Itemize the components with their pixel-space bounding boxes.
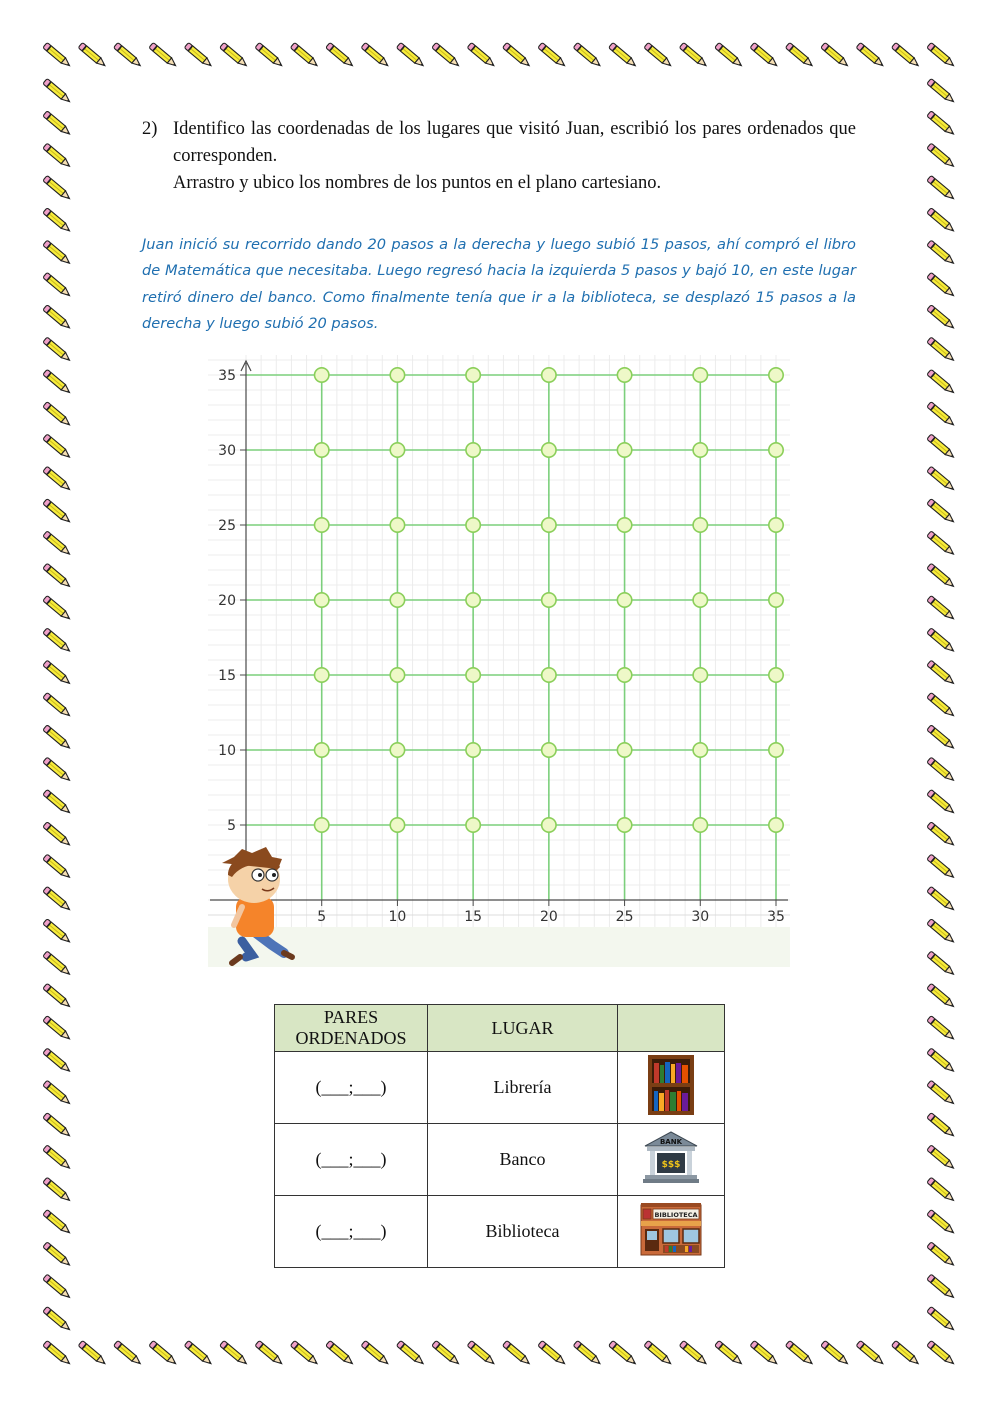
- grid-point[interactable]: [542, 518, 556, 532]
- grid-point[interactable]: [769, 443, 783, 457]
- pencil-icon: [927, 531, 956, 557]
- pencil-icon: [891, 42, 920, 68]
- pencil-icon: [927, 1177, 956, 1203]
- pair-input[interactable]: (___;___): [275, 1124, 428, 1196]
- pencil-icon: [927, 854, 956, 880]
- y-tick-label: 35: [218, 368, 236, 384]
- question-number: 2): [142, 119, 158, 139]
- pencil-icon: [43, 1080, 72, 1106]
- place-name: Librería: [428, 1052, 618, 1124]
- bank-money: $$$: [661, 1160, 681, 1170]
- grid-point[interactable]: [315, 593, 329, 607]
- pencil-icon: [927, 919, 956, 945]
- pencil-icon: [78, 1340, 107, 1366]
- pencil-icon: [927, 208, 956, 234]
- pencil-icon: [785, 42, 814, 68]
- pencil-icon: [927, 725, 956, 751]
- y-tick-label: 15: [218, 668, 236, 684]
- pencil-icon: [432, 42, 461, 68]
- grid-point[interactable]: [693, 593, 707, 607]
- grid-point[interactable]: [693, 668, 707, 682]
- grid-point[interactable]: [542, 818, 556, 832]
- pencil-icon: [927, 1016, 956, 1042]
- grid-point[interactable]: [769, 368, 783, 382]
- grid-point[interactable]: [617, 518, 631, 532]
- x-tick-label: 10: [388, 909, 407, 925]
- pencil-icon: [750, 1340, 779, 1366]
- pencil-icon: [467, 1340, 496, 1366]
- pencil-icon: [927, 466, 956, 492]
- instruction-line-1: Identifico las coordenadas de los lugares que visitó Juan, escribió los pares ordenados que corresponden.: [173, 119, 856, 166]
- pencil-icon: [927, 1242, 956, 1268]
- pencil-icon: [43, 919, 72, 945]
- place-name: Banco: [428, 1124, 618, 1196]
- grid-point[interactable]: [466, 818, 480, 832]
- grid-point[interactable]: [617, 818, 631, 832]
- y-tick-label: 20: [218, 593, 236, 609]
- grid-point[interactable]: [769, 668, 783, 682]
- pencil-icon: [927, 692, 956, 718]
- grid-point[interactable]: [617, 668, 631, 682]
- pencil-icon: [927, 1080, 956, 1106]
- grid-point[interactable]: [390, 593, 404, 607]
- place-name: Biblioteca: [428, 1196, 618, 1268]
- pencil-icon: [43, 1048, 72, 1074]
- grid-point[interactable]: [542, 443, 556, 457]
- pencil-icon: [43, 822, 72, 848]
- ground-strip: [208, 927, 790, 967]
- pencil-icon: [502, 1340, 531, 1366]
- pencil-icon: [927, 951, 956, 977]
- grid-point[interactable]: [769, 743, 783, 757]
- pencil-icon: [927, 42, 956, 68]
- library-sign: BIBLIOTECA: [654, 1211, 698, 1219]
- pair-input[interactable]: (___;___): [275, 1052, 428, 1124]
- pencil-icon: [927, 143, 956, 169]
- pencil-icon: [502, 42, 531, 68]
- bank-icon: [643, 1130, 699, 1184]
- pencil-icon: [43, 757, 72, 783]
- header-icon: [618, 1005, 725, 1052]
- header-place: LUGAR: [428, 1005, 618, 1052]
- pencil-icon: [538, 42, 567, 68]
- grid-point[interactable]: [390, 818, 404, 832]
- pencil-icon: [43, 1274, 72, 1300]
- story-text: Juan inició su recorrido dando 20 pasos a la derecha y luego subió 15 pasos, ahí compró el libro de Matemática que necesitaba. Luego regresó hacia la izquierda 5 pasos y bajó 10, en este lugar retiró dinero del banco. Como finalmente tenía que ir a la biblioteca, se desplazó 15 pasos a la derecha y luego subió 20 pasos.: [142, 236, 856, 333]
- grid-point[interactable]: [693, 368, 707, 382]
- pencil-icon: [43, 1306, 72, 1332]
- pencil-icon: [43, 1340, 72, 1366]
- pencil-icon: [255, 42, 284, 68]
- x-tick-label: 5: [317, 909, 327, 925]
- grid-point[interactable]: [390, 443, 404, 457]
- instruction-line-2: Arrastro y ubico los nombres de los puntos en el plano cartesiano.: [173, 173, 662, 193]
- pencil-icon: [927, 1306, 956, 1332]
- pencil-icon: [326, 1340, 355, 1366]
- pencil-icon: [538, 1340, 567, 1366]
- pencil-icon: [43, 42, 72, 68]
- pencil-icon: [715, 1340, 744, 1366]
- pencil-icon: [43, 789, 72, 815]
- pencil-icon: [927, 1340, 956, 1366]
- pencil-icon: [927, 660, 956, 686]
- pair-input[interactable]: (___;___): [275, 1196, 428, 1268]
- pencil-icon: [290, 42, 319, 68]
- pencil-icon: [396, 1340, 425, 1366]
- pencil-icon: [856, 42, 885, 68]
- pencil-icon: [679, 1340, 708, 1366]
- pencil-icon: [821, 42, 850, 68]
- grid-point[interactable]: [769, 593, 783, 607]
- pencil-icon: [609, 1340, 638, 1366]
- x-tick-label: 20: [539, 909, 558, 925]
- pencil-icon: [43, 499, 72, 525]
- grid-point[interactable]: [542, 668, 556, 682]
- bookshelf-icon: [646, 1053, 696, 1117]
- pencil-icon: [856, 1340, 885, 1366]
- grid-point[interactable]: [542, 368, 556, 382]
- bank-icon-cell: [618, 1124, 725, 1196]
- instructions: [142, 116, 856, 197]
- pencil-icon: [891, 1340, 920, 1366]
- grid-point[interactable]: [466, 518, 480, 532]
- grid-point[interactable]: [315, 443, 329, 457]
- pencil-icon: [326, 42, 355, 68]
- pencil-icon: [396, 42, 425, 68]
- x-tick-label: 25: [615, 909, 634, 925]
- grid-point[interactable]: [315, 368, 329, 382]
- grid-point[interactable]: [617, 368, 631, 382]
- grid-point[interactable]: [466, 593, 480, 607]
- pencil-icon: [43, 531, 72, 557]
- pencil-icon: [644, 1340, 673, 1366]
- x-tick-label: 35: [767, 909, 785, 925]
- pencil-icon: [149, 42, 178, 68]
- pencil-icon: [927, 983, 956, 1009]
- pencil-icon: [927, 886, 956, 912]
- pencil-icon: [927, 1145, 956, 1171]
- grid-point[interactable]: [390, 668, 404, 682]
- grid-point[interactable]: [542, 593, 556, 607]
- grid-point[interactable]: [466, 668, 480, 682]
- grid-point[interactable]: [466, 368, 480, 382]
- pencil-icon: [715, 42, 744, 68]
- pencil-icon: [927, 1274, 956, 1300]
- grid-point[interactable]: [315, 668, 329, 682]
- pencil-icon: [220, 42, 249, 68]
- pencil-icon: [43, 272, 72, 298]
- pencil-icon: [43, 434, 72, 460]
- header-pairs: PARES ORDENADOS: [275, 1005, 428, 1052]
- pencil-icon: [573, 42, 602, 68]
- pencil-icon: [43, 208, 72, 234]
- pencil-icon: [927, 434, 956, 460]
- pencil-icon: [750, 42, 779, 68]
- table-row: [275, 1124, 725, 1196]
- pencil-icon: [184, 1340, 213, 1366]
- grid-point[interactable]: [466, 443, 480, 457]
- grid-point[interactable]: [542, 743, 556, 757]
- pencil-icon: [927, 1210, 956, 1236]
- pencil-icon: [467, 42, 496, 68]
- pencil-icon: [43, 692, 72, 718]
- grid-point[interactable]: [390, 743, 404, 757]
- pencil-icon: [43, 369, 72, 395]
- table-row: [275, 1196, 725, 1268]
- pencil-icon: [927, 337, 956, 363]
- bank-sign: BANK: [659, 1138, 683, 1146]
- pencil-icon: [927, 563, 956, 589]
- cartesian-plane: [208, 355, 790, 967]
- pencil-icon: [927, 1113, 956, 1139]
- pencil-icon: [927, 272, 956, 298]
- pencil-icon: [43, 1113, 72, 1139]
- pencil-icon: [43, 402, 72, 428]
- y-tick-label: 25: [218, 518, 236, 534]
- pencil-icon: [43, 886, 72, 912]
- pencil-icon: [43, 951, 72, 977]
- pencil-icon: [43, 143, 72, 169]
- grid-point[interactable]: [693, 818, 707, 832]
- pencil-icon: [220, 1340, 249, 1366]
- pencil-icon: [43, 1145, 72, 1171]
- pencil-icon: [43, 983, 72, 1009]
- pencil-icon: [361, 42, 390, 68]
- grid-point[interactable]: [617, 593, 631, 607]
- pencil-icon: [43, 78, 72, 104]
- y-tick-label: 5: [227, 818, 236, 834]
- library-building-icon: [639, 1201, 703, 1257]
- ordered-pairs-table: [274, 1004, 725, 1268]
- pencil-icon: [43, 305, 72, 331]
- pencil-icon: [43, 1016, 72, 1042]
- pencil-icon: [927, 822, 956, 848]
- y-tick-label: 30: [218, 443, 236, 459]
- pencil-icon: [927, 369, 956, 395]
- pencil-icon: [43, 240, 72, 266]
- pencil-icon: [927, 78, 956, 104]
- pencil-icon: [927, 499, 956, 525]
- pencil-icon: [43, 111, 72, 137]
- pencil-icon: [927, 1048, 956, 1074]
- pencil-icon: [43, 596, 72, 622]
- grid-point[interactable]: [466, 743, 480, 757]
- pencil-icon: [927, 757, 956, 783]
- bookshelf-icon-cell: [618, 1052, 725, 1124]
- grid-point[interactable]: [617, 443, 631, 457]
- grid-point[interactable]: [315, 743, 329, 757]
- pencil-icon: [43, 1242, 72, 1268]
- pencil-icon: [78, 42, 107, 68]
- pencil-icon: [43, 1177, 72, 1203]
- pencil-icon: [43, 563, 72, 589]
- pencil-icon: [43, 660, 72, 686]
- pencil-icon: [573, 1340, 602, 1366]
- y-tick-label: 10: [218, 743, 236, 759]
- pencil-icon: [679, 42, 708, 68]
- grid-point[interactable]: [617, 743, 631, 757]
- grid-point[interactable]: [315, 818, 329, 832]
- pencil-icon: [927, 596, 956, 622]
- x-tick-label: 30: [691, 909, 710, 925]
- pencil-icon: [927, 240, 956, 266]
- pencil-icon: [821, 1340, 850, 1366]
- pencil-icon: [255, 1340, 284, 1366]
- grid-point[interactable]: [769, 818, 783, 832]
- pencil-icon: [43, 337, 72, 363]
- pencil-icon: [43, 854, 72, 880]
- pencil-icon: [114, 42, 143, 68]
- pencil-icon: [927, 111, 956, 137]
- pencil-icon: [43, 628, 72, 654]
- grid-point[interactable]: [693, 518, 707, 532]
- pencil-icon: [43, 466, 72, 492]
- pencil-icon: [927, 402, 956, 428]
- pencil-icon: [43, 1210, 72, 1236]
- grid-point[interactable]: [693, 443, 707, 457]
- grid-point[interactable]: [390, 368, 404, 382]
- pencil-icon: [927, 175, 956, 201]
- pencil-icon: [432, 1340, 461, 1366]
- pencil-icon: [927, 305, 956, 331]
- grid-point[interactable]: [390, 518, 404, 532]
- pencil-icon: [361, 1340, 390, 1366]
- pencil-icon: [114, 1340, 143, 1366]
- pencil-icon: [785, 1340, 814, 1366]
- grid-point[interactable]: [769, 518, 783, 532]
- pencil-icon: [927, 789, 956, 815]
- library-building-icon-cell: [618, 1196, 725, 1268]
- pencil-icon: [184, 42, 213, 68]
- grid-point[interactable]: [315, 518, 329, 532]
- pencil-icon: [43, 725, 72, 751]
- pencil-icon: [927, 628, 956, 654]
- x-tick-label: 15: [464, 909, 483, 925]
- pencil-icon: [290, 1340, 319, 1366]
- table-row: [275, 1052, 725, 1124]
- pencil-icon: [149, 1340, 178, 1366]
- pencil-icon: [609, 42, 638, 68]
- grid-point[interactable]: [693, 743, 707, 757]
- pencil-icon: [644, 42, 673, 68]
- pencil-icon: [43, 175, 72, 201]
